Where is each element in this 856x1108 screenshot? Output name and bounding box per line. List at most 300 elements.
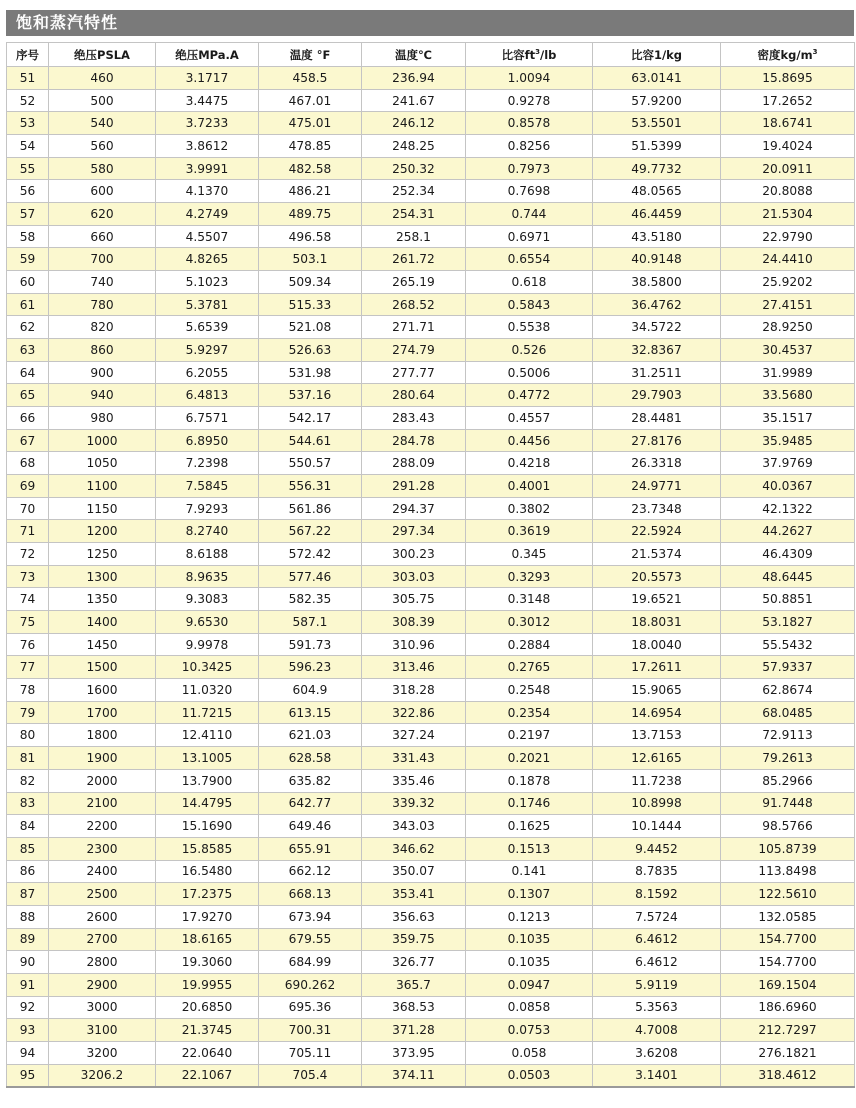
table-cell: 521.08 (259, 316, 362, 339)
table-cell: 1300 (49, 565, 156, 588)
table-cell: 540 (49, 112, 156, 135)
table-cell: 277.77 (362, 361, 466, 384)
table-cell: 35.9485 (721, 429, 855, 452)
table-cell: 1200 (49, 520, 156, 543)
table-cell: 66 (7, 407, 49, 430)
table-cell: 186.6960 (721, 996, 855, 1019)
column-header-label: 密度kg/m (757, 47, 813, 62)
table-cell: 339.32 (362, 792, 466, 815)
table-cell: 68 (7, 452, 49, 475)
table-cell: 343.03 (362, 815, 466, 838)
table-cell: 1900 (49, 747, 156, 770)
table-cell: 8.7835 (593, 860, 721, 883)
table-cell: 0.0753 (466, 1019, 593, 1042)
table-cell: 2900 (49, 973, 156, 996)
table-row (7, 996, 855, 1019)
table-cell: 531.98 (259, 361, 362, 384)
table-row (7, 475, 855, 498)
table-cell: 496.58 (259, 225, 362, 248)
table-cell: 700.31 (259, 1019, 362, 1042)
table-cell: 18.6165 (156, 928, 259, 951)
table-cell: 679.55 (259, 928, 362, 951)
table-row (7, 1019, 855, 1042)
column-header-label: 序号 (16, 47, 39, 62)
table-row (7, 724, 855, 747)
table-cell: 32.8367 (593, 339, 721, 362)
table-cell: 0.6971 (466, 225, 593, 248)
table-cell: 212.7297 (721, 1019, 855, 1042)
column-header-label: 比容1/kg (630, 47, 683, 62)
table-cell: 246.12 (362, 112, 466, 135)
table-cell: 3.1401 (593, 1064, 721, 1087)
table-cell: 0.3148 (466, 588, 593, 611)
table-row (7, 67, 855, 90)
table-cell: 310.96 (362, 633, 466, 656)
table-cell: 0.2197 (466, 724, 593, 747)
table-cell: 61 (7, 293, 49, 316)
table-cell: 21.5304 (721, 203, 855, 226)
table-cell: 9.4452 (593, 837, 721, 860)
table-row (7, 89, 855, 112)
table-cell: 5.1023 (156, 271, 259, 294)
table-cell: 48.0565 (593, 180, 721, 203)
table-row (7, 248, 855, 271)
table-cell: 2100 (49, 792, 156, 815)
table-cell: 0.0947 (466, 973, 593, 996)
table-cell: 83 (7, 792, 49, 815)
table-cell: 55.5432 (721, 633, 855, 656)
table-cell: 40.0367 (721, 475, 855, 498)
saturated-steam-table (6, 42, 855, 1088)
table-cell: 1400 (49, 611, 156, 634)
table-row (7, 520, 855, 543)
table-cell: 37.9769 (721, 452, 855, 475)
table-cell: 5.9119 (593, 973, 721, 996)
table-cell: 642.77 (259, 792, 362, 815)
table-cell: 515.33 (259, 293, 362, 316)
table-cell: 365.7 (362, 973, 466, 996)
table-cell: 0.7973 (466, 157, 593, 180)
table-cell: 0.345 (466, 543, 593, 566)
table-cell: 660 (49, 225, 156, 248)
table-cell: 335.46 (362, 769, 466, 792)
table-row (7, 384, 855, 407)
column-header (49, 43, 156, 67)
table-cell: 0.3293 (466, 565, 593, 588)
table-cell: 13.7900 (156, 769, 259, 792)
table-cell: 283.43 (362, 407, 466, 430)
table-cell: 8.2740 (156, 520, 259, 543)
table-row (7, 203, 855, 226)
table-row (7, 565, 855, 588)
table-cell: 0.8578 (466, 112, 593, 135)
table-cell: 54 (7, 135, 49, 158)
table-cell: 668.13 (259, 883, 362, 906)
table-cell: 0.5006 (466, 361, 593, 384)
table-cell: 6.4612 (593, 928, 721, 951)
table-cell: 0.4557 (466, 407, 593, 430)
table-cell: 14.4795 (156, 792, 259, 815)
table-cell: 84 (7, 815, 49, 838)
table-cell: 587.1 (259, 611, 362, 634)
table-cell: 241.67 (362, 89, 466, 112)
table-cell: 91.7448 (721, 792, 855, 815)
table-cell: 10.1444 (593, 815, 721, 838)
table-cell: 268.52 (362, 293, 466, 316)
table-cell: 318.4612 (721, 1064, 855, 1087)
table-cell: 2700 (49, 928, 156, 951)
table-cell: 57.9337 (721, 656, 855, 679)
table-cell: 248.25 (362, 135, 466, 158)
table-cell: 53.5501 (593, 112, 721, 135)
table-row (7, 860, 855, 883)
table-cell: 6.8950 (156, 429, 259, 452)
table-row (7, 361, 855, 384)
table-cell: 51 (7, 67, 49, 90)
table-cell: 15.1690 (156, 815, 259, 838)
table-row (7, 837, 855, 860)
table-row (7, 679, 855, 702)
table-row (7, 701, 855, 724)
table-cell: 76 (7, 633, 49, 656)
table-cell: 57.9200 (593, 89, 721, 112)
table-cell: 15.8585 (156, 837, 259, 860)
table-cell: 88 (7, 905, 49, 928)
table-cell: 684.99 (259, 951, 362, 974)
table-cell: 900 (49, 361, 156, 384)
column-header-suffix: /lb (540, 47, 557, 62)
table-cell: 35.1517 (721, 407, 855, 430)
column-header (7, 43, 49, 67)
table-cell: 87 (7, 883, 49, 906)
table-row (7, 293, 855, 316)
table-cell: 122.5610 (721, 883, 855, 906)
table-cell: 8.1592 (593, 883, 721, 906)
table-cell: 52 (7, 89, 49, 112)
table-cell: 3200 (49, 1041, 156, 1064)
table-cell: 4.8265 (156, 248, 259, 271)
column-header-superscript: 3 (535, 47, 540, 56)
table-cell: 27.4151 (721, 293, 855, 316)
table-cell: 980 (49, 407, 156, 430)
table-cell: 3100 (49, 1019, 156, 1042)
table-cell: 73 (7, 565, 49, 588)
table-cell: 250.32 (362, 157, 466, 180)
table-cell: 16.5480 (156, 860, 259, 883)
table-row (7, 339, 855, 362)
table-row (7, 883, 855, 906)
column-header-label: 温度 °F (289, 47, 331, 62)
table-cell: 628.58 (259, 747, 362, 770)
table-cell: 2000 (49, 769, 156, 792)
table-cell: 740 (49, 271, 156, 294)
table-cell: 0.618 (466, 271, 593, 294)
table-cell: 284.78 (362, 429, 466, 452)
table-cell: 460 (49, 67, 156, 90)
table-cell: 0.058 (466, 1041, 593, 1064)
table-cell: 98.5766 (721, 815, 855, 838)
table-cell: 6.2055 (156, 361, 259, 384)
table-cell: 1450 (49, 633, 156, 656)
table-cell: 350.07 (362, 860, 466, 883)
table-cell: 620 (49, 203, 156, 226)
table-row (7, 135, 855, 158)
table-cell: 556.31 (259, 475, 362, 498)
table-cell: 6.7571 (156, 407, 259, 430)
table-cell: 7.5724 (593, 905, 721, 928)
table-cell: 0.2884 (466, 633, 593, 656)
table-cell: 604.9 (259, 679, 362, 702)
table-cell: 72 (7, 543, 49, 566)
table-cell: 600 (49, 180, 156, 203)
table-cell: 1700 (49, 701, 156, 724)
table-cell: 93 (7, 1019, 49, 1042)
table-cell: 43.5180 (593, 225, 721, 248)
table-header (7, 43, 855, 67)
table-cell: 11.7238 (593, 769, 721, 792)
column-header (362, 43, 466, 67)
table-cell: 313.46 (362, 656, 466, 679)
table-cell: 346.62 (362, 837, 466, 860)
table-cell: 7.2398 (156, 452, 259, 475)
table-cell: 78 (7, 679, 49, 702)
table-cell: 8.6188 (156, 543, 259, 566)
table-cell: 28.9250 (721, 316, 855, 339)
table-cell: 5.6539 (156, 316, 259, 339)
table-cell: 265.19 (362, 271, 466, 294)
table-cell: 50.8851 (721, 588, 855, 611)
table-cell: 42.1322 (721, 497, 855, 520)
table-cell: 14.6954 (593, 701, 721, 724)
table-cell: 13.7153 (593, 724, 721, 747)
table-cell: 34.5722 (593, 316, 721, 339)
table-row (7, 543, 855, 566)
table-cell: 458.5 (259, 67, 362, 90)
table-cell: 49.7732 (593, 157, 721, 180)
table-cell: 38.5800 (593, 271, 721, 294)
table-cell: 65 (7, 384, 49, 407)
table-cell: 60 (7, 271, 49, 294)
table-cell: 7.9293 (156, 497, 259, 520)
table-cell: 5.3563 (593, 996, 721, 1019)
table-cell: 544.61 (259, 429, 362, 452)
table-cell: 261.72 (362, 248, 466, 271)
table-cell: 2600 (49, 905, 156, 928)
table-cell: 561.86 (259, 497, 362, 520)
table-cell: 500 (49, 89, 156, 112)
table-cell: 64 (7, 361, 49, 384)
table-cell: 82 (7, 769, 49, 792)
table-cell: 258.1 (362, 225, 466, 248)
table-cell: 11.7215 (156, 701, 259, 724)
table-cell: 596.23 (259, 656, 362, 679)
table-cell: 0.1746 (466, 792, 593, 815)
table-cell: 3.9991 (156, 157, 259, 180)
table-cell: 113.8498 (721, 860, 855, 883)
table-cell: 31.2511 (593, 361, 721, 384)
table-cell: 2200 (49, 815, 156, 838)
table-cell: 359.75 (362, 928, 466, 951)
table-cell: 3.8612 (156, 135, 259, 158)
table-cell: 0.8256 (466, 135, 593, 158)
table-cell: 4.5507 (156, 225, 259, 248)
table-cell: 274.79 (362, 339, 466, 362)
table-cell: 62.8674 (721, 679, 855, 702)
table-cell: 503.1 (259, 248, 362, 271)
table-cell: 695.36 (259, 996, 362, 1019)
table-cell: 478.85 (259, 135, 362, 158)
table-cell: 318.28 (362, 679, 466, 702)
table-row (7, 747, 855, 770)
table-cell: 3.6208 (593, 1041, 721, 1064)
table-cell: 31.9989 (721, 361, 855, 384)
table-row (7, 973, 855, 996)
column-header-label: 绝压PSLA (74, 47, 130, 62)
table-cell: 280.64 (362, 384, 466, 407)
table-cell: 77 (7, 656, 49, 679)
table-cell: 537.16 (259, 384, 362, 407)
table-cell: 55 (7, 157, 49, 180)
table-cell: 92 (7, 996, 49, 1019)
table-cell: 690.262 (259, 973, 362, 996)
table-cell: 1600 (49, 679, 156, 702)
table-cell: 0.1213 (466, 905, 593, 928)
table-cell: 1500 (49, 656, 156, 679)
table-cell: 53.1827 (721, 611, 855, 634)
table-cell: 4.7008 (593, 1019, 721, 1042)
table-cell: 48.6445 (721, 565, 855, 588)
table-row (7, 180, 855, 203)
table-cell: 19.3060 (156, 951, 259, 974)
table-cell: 20.5573 (593, 565, 721, 588)
table-cell: 331.43 (362, 747, 466, 770)
table-cell: 85 (7, 837, 49, 860)
table-cell: 613.15 (259, 701, 362, 724)
table-cell: 28.4481 (593, 407, 721, 430)
table-cell: 368.53 (362, 996, 466, 1019)
table-cell: 700 (49, 248, 156, 271)
table-cell: 467.01 (259, 89, 362, 112)
table-cell: 33.5680 (721, 384, 855, 407)
table-cell: 271.71 (362, 316, 466, 339)
table-row (7, 157, 855, 180)
table-cell: 63 (7, 339, 49, 362)
table-cell: 649.46 (259, 815, 362, 838)
table-row (7, 656, 855, 679)
table-row (7, 792, 855, 815)
table-cell: 0.2021 (466, 747, 593, 770)
table-cell: 19.4024 (721, 135, 855, 158)
column-header (593, 43, 721, 67)
table-cell: 2400 (49, 860, 156, 883)
table-row (7, 225, 855, 248)
table-cell: 940 (49, 384, 156, 407)
table-cell: 24.9771 (593, 475, 721, 498)
table-cell: 3.1717 (156, 67, 259, 90)
table-cell: 89 (7, 928, 49, 951)
table-cell: 68.0485 (721, 701, 855, 724)
table-cell: 21.3745 (156, 1019, 259, 1042)
table-cell: 0.9278 (466, 89, 593, 112)
table-row (7, 588, 855, 611)
table-row (7, 769, 855, 792)
table-cell: 81 (7, 747, 49, 770)
table-cell: 0.141 (466, 860, 593, 883)
table-cell: 475.01 (259, 112, 362, 135)
table-cell: 71 (7, 520, 49, 543)
table-cell: 12.6165 (593, 747, 721, 770)
table-cell: 374.11 (362, 1064, 466, 1087)
table-cell: 3.7233 (156, 112, 259, 135)
table-cell: 300.23 (362, 543, 466, 566)
table-cell: 509.34 (259, 271, 362, 294)
table-cell: 53 (7, 112, 49, 135)
table-cell: 0.1513 (466, 837, 593, 860)
table-cell: 860 (49, 339, 156, 362)
table-cell: 373.95 (362, 1041, 466, 1064)
table-cell: 8.9635 (156, 565, 259, 588)
column-header-label: 温度℃ (395, 47, 432, 62)
table-cell: 21.5374 (593, 543, 721, 566)
table-cell: 46.4459 (593, 203, 721, 226)
table-cell: 1.0094 (466, 67, 593, 90)
table-row (7, 497, 855, 520)
table-cell: 1100 (49, 475, 156, 498)
table-cell: 11.0320 (156, 679, 259, 702)
header-row (7, 43, 855, 67)
table-cell: 58 (7, 225, 49, 248)
table-cell: 276.1821 (721, 1041, 855, 1064)
table-cell: 705.11 (259, 1041, 362, 1064)
table-cell: 0.744 (466, 203, 593, 226)
table-cell: 44.2627 (721, 520, 855, 543)
table-cell: 10.3425 (156, 656, 259, 679)
table-row (7, 905, 855, 928)
table-cell: 19.6521 (593, 588, 721, 611)
table-cell: 303.03 (362, 565, 466, 588)
table-cell: 0.1035 (466, 928, 593, 951)
table-cell: 18.8031 (593, 611, 721, 634)
table-cell: 621.03 (259, 724, 362, 747)
table-cell: 780 (49, 293, 156, 316)
table-cell: 0.0503 (466, 1064, 593, 1087)
table-row (7, 429, 855, 452)
table-cell: 542.17 (259, 407, 362, 430)
table-cell: 655.91 (259, 837, 362, 860)
table-cell: 22.0640 (156, 1041, 259, 1064)
table-cell: 51.5399 (593, 135, 721, 158)
table-cell: 22.5924 (593, 520, 721, 543)
table-cell: 0.2548 (466, 679, 593, 702)
table-cell: 20.8088 (721, 180, 855, 203)
table-cell: 15.9065 (593, 679, 721, 702)
column-header (156, 43, 259, 67)
table-cell: 3.4475 (156, 89, 259, 112)
table-cell: 18.6741 (721, 112, 855, 135)
table-row (7, 611, 855, 634)
table-cell: 85.2966 (721, 769, 855, 792)
table-cell: 0.7698 (466, 180, 593, 203)
table-cell: 482.58 (259, 157, 362, 180)
section-title: 饱和蒸汽特性 (6, 10, 854, 36)
table-cell: 56 (7, 180, 49, 203)
column-header (721, 43, 855, 67)
table-cell: 95 (7, 1064, 49, 1087)
table-cell: 9.3083 (156, 588, 259, 611)
table-cell: 29.7903 (593, 384, 721, 407)
table-cell: 0.1307 (466, 883, 593, 906)
table-cell: 10.8998 (593, 792, 721, 815)
